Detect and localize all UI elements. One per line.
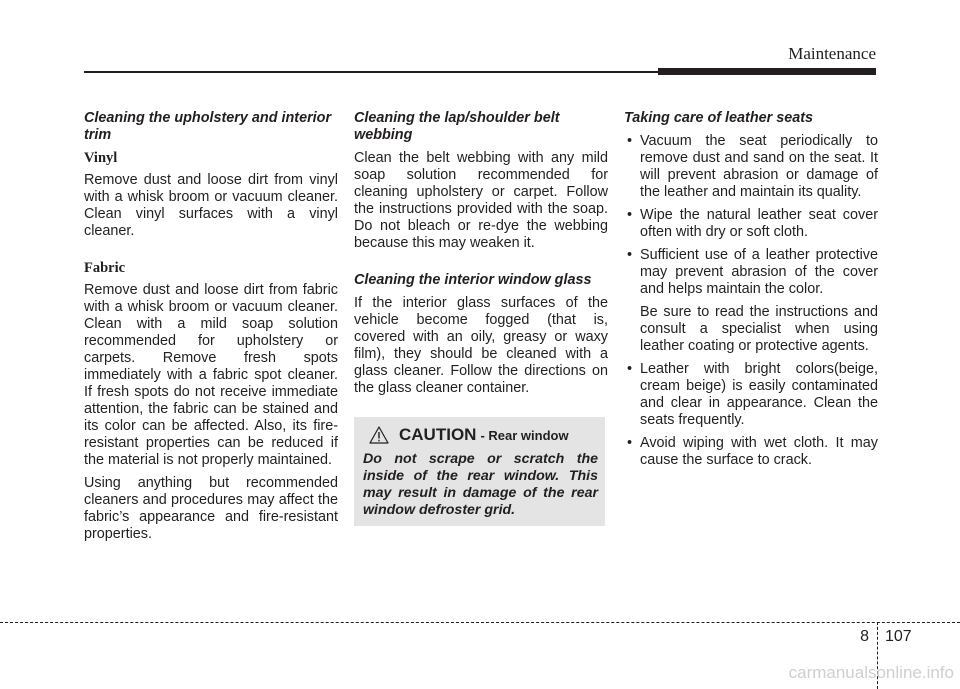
column-leather bbox=[624, 110, 878, 475]
caution-subtitle: - Rear window bbox=[480, 427, 569, 443]
list-item: • Wipe the natural leather seat cover often with dry or soft cloth. bbox=[624, 207, 878, 241]
caution-header bbox=[369, 425, 598, 445]
belt-text: Clean the belt webbing with any mild soap solution recommended for cleaning upholstery or carpet. Follow the instructions provided with the soap. Do not bleach or re-dye the webbing because this may weaken it. bbox=[354, 150, 608, 251]
column-upholstery bbox=[84, 110, 338, 549]
header-rule-thick bbox=[658, 68, 876, 75]
section-title: Maintenance bbox=[788, 44, 876, 63]
heading-leather: Taking care of leather seats bbox=[624, 110, 814, 126]
header-rule bbox=[84, 71, 664, 73]
list-item: • Avoid wiping with wet cloth. It may cause the surface to crack. bbox=[624, 435, 878, 469]
warning-triangle-icon bbox=[369, 426, 389, 444]
leather-care-list bbox=[624, 133, 878, 469]
heading-belt: Cleaning the lap/shoulder belt webbing bbox=[354, 110, 560, 143]
subheading-vinyl: Vinyl bbox=[84, 150, 118, 166]
list-item-note: Be sure to read the instructions and consult a specialist when using leather coating or protective agents. bbox=[640, 304, 878, 354]
heading-glass: Cleaning the interior window glass bbox=[354, 272, 592, 288]
fabric-warning-text: Using anything but recommended cleaners and procedures may affect the fabric’s appearance and fire-resistant properties. bbox=[84, 475, 338, 542]
watermark: carmanualsonline.info bbox=[788, 663, 954, 682]
vinyl-text: Remove dust and loose dirt from vinyl with a whisk broom or vacuum cleaner. Clean vinyl surfaces with a vinyl cleaner. bbox=[84, 172, 338, 239]
footer-rule bbox=[0, 622, 960, 623]
caution-label: CAUTION bbox=[399, 425, 477, 444]
fabric-text: Remove dust and loose dirt from fabric with a whisk broom or vacuum cleaner. Clean with a mild soap solution recommended for upholstery or carpets. Remove fresh spots immediately with a fabric spot cleaner. If fresh spots do not receive immediate attention, the fabric can be stained and its color can be affected. Also, its fire-resistant properties can be reduced if the material is not properly maintained. bbox=[84, 282, 338, 468]
list-item: • Sufficient use of a leather protective may prevent abrasion of the cover and helps maintain the color. Be sure to read the instructions and consult a specialist when using leather coating or protective agents. bbox=[624, 247, 878, 355]
column-belt-glass bbox=[354, 110, 608, 403]
list-item: • Vacuum the seat periodically to remove dust and sand on the seat. It will prevent abrasion or damage of the leather and maintain its quality. bbox=[624, 133, 878, 201]
caution-text: Do not scrape or scratch the inside of the rear window. This may result in damage of the rear window defroster grid. bbox=[363, 451, 598, 518]
heading-upholstery: Cleaning the upholstery and interior trim bbox=[84, 110, 332, 143]
glass-text: If the interior glass surfaces of the vehicle become fogged (that is, covered with an oily, greasy or waxy film), they should be cleaned with a glass cleaner. Follow the directions on the glass cleaner container. bbox=[354, 295, 608, 396]
caution-box bbox=[354, 417, 605, 526]
list-item: • Leather with bright colors(beige, cream beige) is easily contaminated and clear in appearance. Clean the seats frequently. bbox=[624, 361, 878, 429]
subheading-fabric: Fabric bbox=[84, 260, 126, 276]
page-number: 107 bbox=[885, 628, 912, 645]
chapter-number: 8 bbox=[860, 628, 869, 645]
